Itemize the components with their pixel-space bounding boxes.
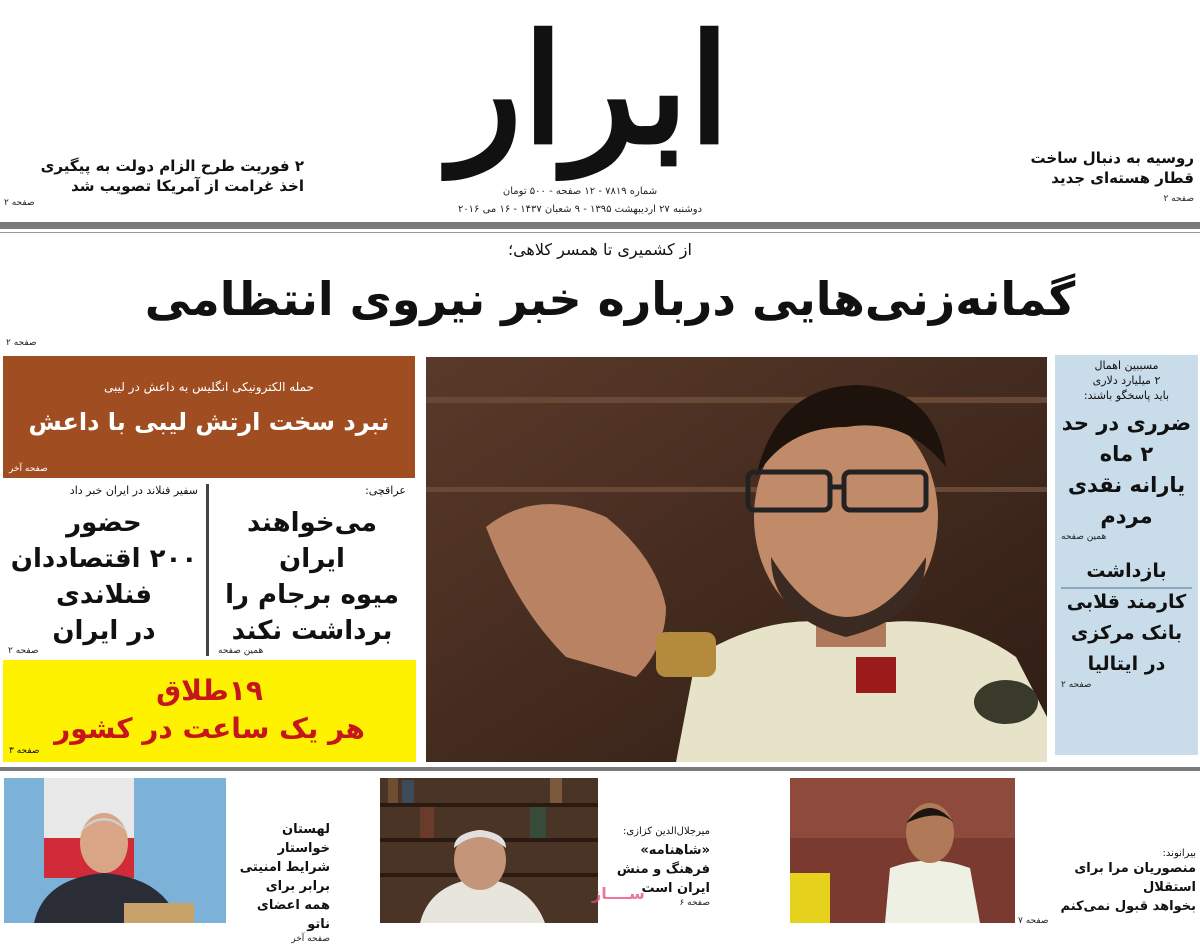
divorce-line2: هر یک ساعت در کشور [54,712,365,745]
kazzazi-page: صفحه ۶ [679,898,710,908]
iraqchi-line2: ایران [279,544,345,574]
teaser-russia-line1: روسیه به دنبال ساخت [1030,149,1194,167]
main-kicker: از کشمیری تا همسر کلاهی؛ [508,240,692,259]
iraqchi-page: همین صفحه [218,646,264,656]
blue-divider [1061,587,1192,589]
arrest-line1: بازداشت [1086,560,1167,582]
police-official-photo [426,357,1047,762]
issue-date: دوشنبه ۲۷ اردیبهشت ۱۳۹۵ - ۹ شعبان ۱۴۳۷ - ۱۶ می ۲۰۱۶ [457,204,703,215]
iraqchi-line4: برداشت نکند [231,616,393,646]
blue-title1: ضرری در حد [1061,411,1192,435]
teaser-compensation[interactable] [4,156,304,208]
blue-kicker1: مسببین اهمال [1094,359,1159,372]
kazzazi-photo [380,778,598,923]
divorce-page: صفحه ۳ [9,746,40,756]
column-divider [206,484,209,656]
site-watermark: ســــاز [592,884,645,903]
goalkeeper-photo [790,778,1015,923]
issue-info: شماره ۷۸۱۹ - ۱۲ صفحه - ۵۰۰ تومان [502,186,658,197]
beiranvand-line2: بخواهد قبول نمی‌کنم [1060,899,1196,914]
finland-page: صفحه ۲ [8,646,39,656]
kazzazi-line1: «شاهنامه» [640,843,710,858]
poland-story[interactable] [230,820,330,944]
arrest-line3: بانک مرکزی [1070,622,1183,644]
poland-page: صفحه آخر [291,934,330,944]
teaser-compensation-line2: اخذ غرامت از آمریکا تصویب شد [71,177,304,195]
poland-minister-photo [4,778,226,923]
teaser-russia-page: صفحه ۲ [1163,194,1194,204]
police-official-illustration [426,357,1047,762]
finland-line1: حضور [66,508,142,538]
kazzazi-kicker: میرجلال‌الدین کزازی: [622,826,710,837]
finland-line4: در ایران [52,616,156,646]
beiranvand-page: صفحه ۷ [1018,916,1049,926]
blue-kicker3: باید پاسخگو باشند: [1083,389,1170,402]
main-headline-page: صفحه ۲ [6,338,37,348]
poland-line1: لهستان خواستار [277,822,330,856]
beiranvand-kicker: بیرانوند: [1162,848,1196,859]
poland-line3: برابر برای [265,879,330,894]
finland-kicker: سفیر فنلاند در ایران خبر داد [69,484,198,497]
newspaper-logo: ابرار [449,2,731,178]
blue-kicker2: ۲ میلیارد دلاری [1092,374,1161,387]
iraqchi-line1: می‌خواهند [246,508,377,538]
iraqchi-story[interactable] [212,484,412,656]
masthead-rule [0,222,1200,229]
teaser-compensation-page: صفحه ۲ [4,198,35,208]
finland-line3: فنلاندی [56,580,152,610]
poland-line4: همه اعضای ناتو [256,898,330,932]
goalkeeper-illustration [790,778,1015,923]
blue-page2: صفحه ۲ [1061,680,1092,690]
bookshelf-illustration [380,778,598,923]
iraqchi-line3: میوه برجام را [225,580,399,610]
teaser-russia-line2: قطار هسته‌ای جدید [1051,169,1194,187]
libya-kicker: حمله الکترونیکی انگلیس به داعش در لیبی [103,380,315,394]
iraqchi-kicker: عراقچی: [365,484,406,497]
finland-line2: ۲۰۰ اقتصاددان [10,544,198,574]
arrest-line4: در ایتالیا [1087,653,1166,675]
libya-page: صفحه آخر [9,464,48,474]
kazzazi-line2: فرهنگ و منش [616,862,710,877]
poland-line2: شرایط امنیتی [239,860,330,875]
kazzazi-line3: ایران است [641,881,710,896]
finland-story[interactable] [4,484,204,656]
divorce-line1: ۱۹طلاق [156,674,263,707]
sidebar-blue-box[interactable] [1055,355,1198,755]
teaser-russia[interactable] [934,148,1194,204]
divorce-story-box[interactable] [3,660,416,762]
blue-title4: مردم [1100,504,1153,528]
libya-headline: نبرد سخت ارتش لیبی با داعش [28,408,390,436]
arrest-line2: کارمند قلابی [1066,591,1187,613]
blue-title3: یارانه نقدی [1067,473,1186,497]
beiranvand-line1: منصوریان مرا برای استقلال [1074,861,1196,895]
libya-story-box[interactable] [3,356,415,478]
divorce-headline [3,672,416,748]
blue-page1: همین صفحه [1061,532,1107,542]
masthead-rule-thin [0,232,1200,233]
minister-illustration [4,778,226,923]
blue-title2: ۲ ماه [1099,442,1154,466]
main-headline[interactable]: گمانه‌زنی‌هایی درباره خبر نیروی انتظامی [144,272,1076,326]
teaser-compensation-line1: ۲ فوریت طرح الزام دولت به پیگیری [40,157,304,175]
bottom-rule [0,767,1200,771]
beiranvand-story[interactable] [1018,848,1196,926]
